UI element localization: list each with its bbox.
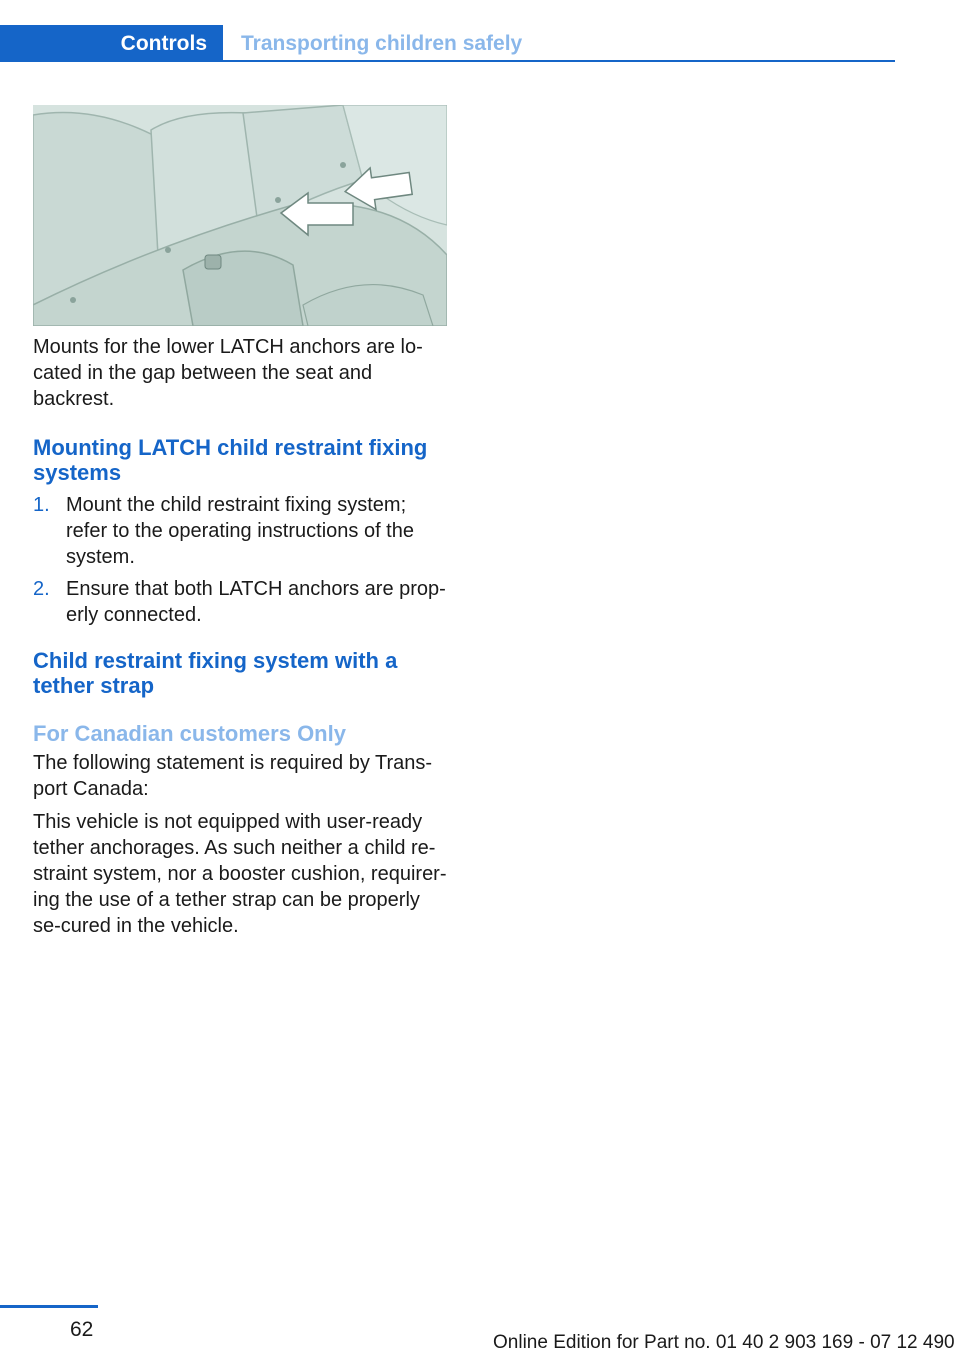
page-number: 62 xyxy=(70,1318,94,1341)
header-rule xyxy=(223,60,895,62)
step-number: 1. xyxy=(33,494,50,516)
mounting-steps xyxy=(33,492,451,628)
step-text: Mount the child restraint fixing system; refer to the operating instructions of the system. xyxy=(66,494,414,568)
footer-rule xyxy=(0,1305,98,1308)
page-header xyxy=(0,0,960,62)
step-number: 2. xyxy=(33,578,50,600)
canadian-heading: For Canadian customers Only xyxy=(33,721,346,746)
section-title[interactable]: Transporting children safely xyxy=(241,31,523,55)
tether-heading: Child restraint fixing system with a tether strap xyxy=(33,648,398,698)
list-item xyxy=(33,492,451,570)
rear-seat-illustration xyxy=(33,105,447,326)
canadian-paragraph-1: The following statement is required by Trans-port Canada: xyxy=(33,752,433,800)
figure-caption: Mounts for the lower LATCH anchors are lo-cated in the gap between the seat and backrest. xyxy=(33,336,423,410)
mounting-heading: Mounting LATCH child restraint fixing systems xyxy=(33,435,428,485)
latch-anchor-photo xyxy=(33,105,447,326)
step-text: Ensure that both LATCH anchors are prop-erly connected. xyxy=(66,578,446,626)
edition-note: Online Edition for Part no. 01 40 2 903 169 - 07 12 490 xyxy=(493,1332,955,1353)
chapter-tab[interactable]: Controls xyxy=(0,25,223,62)
page-body xyxy=(33,334,451,939)
list-item xyxy=(33,576,451,628)
canadian-paragraph-2: This vehicle is not equipped with user-ready tether anchorages. As such neither a child re-straint system, nor a booster cushion, requirer-ing the use of a tether strap can be properly se-cured in the vehicle. xyxy=(33,811,447,937)
